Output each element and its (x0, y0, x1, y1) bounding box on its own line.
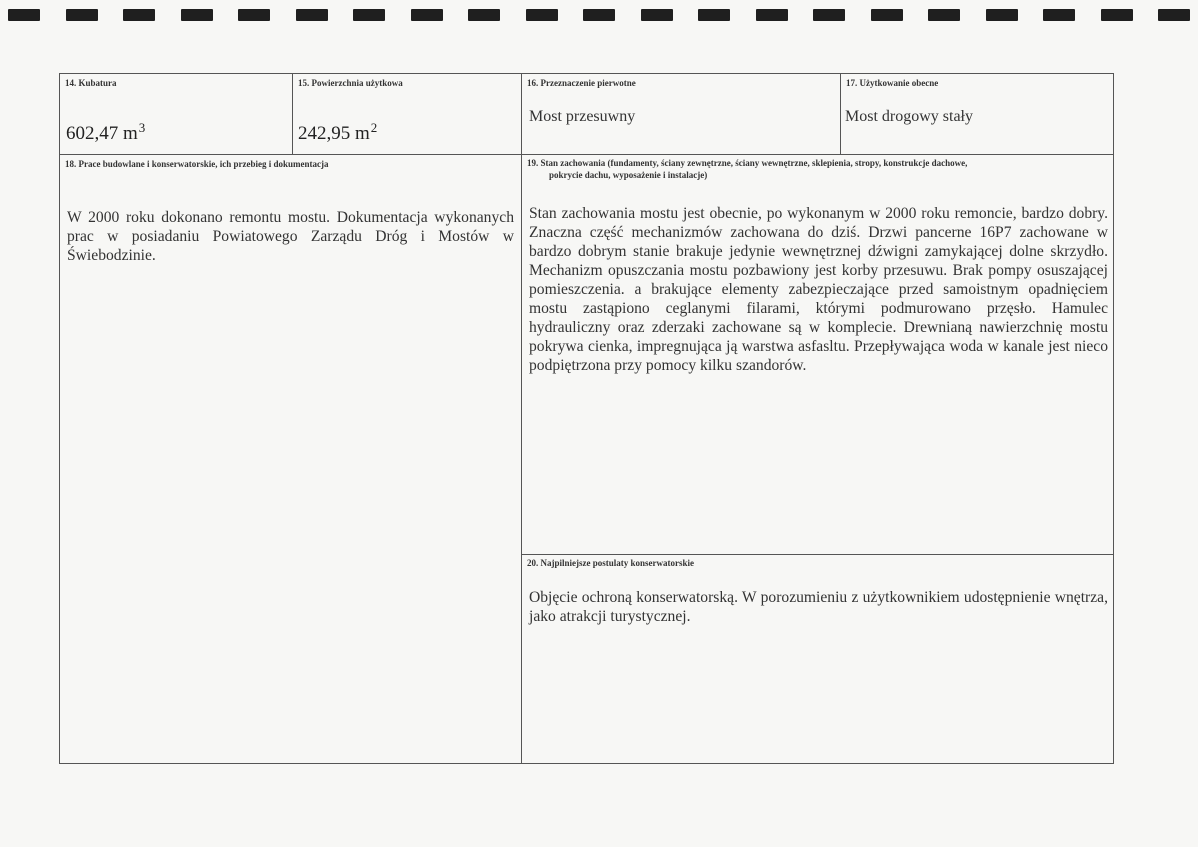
binding-hole (411, 9, 443, 21)
binding-hole (756, 9, 788, 21)
field-label: 20. Najpilniejsze postulaty konserwatorskie (527, 558, 694, 568)
binding-hole (123, 9, 155, 21)
binding-hole (1043, 9, 1075, 21)
binding-hole (353, 9, 385, 21)
binding-hole (526, 9, 558, 21)
binding-hole (813, 9, 845, 21)
binding-hole (181, 9, 213, 21)
field-text: Stan zachowania mostu jest obecnie, po wykonanym w 2000 roku remoncie, bardzo dobry. Znaczna część mechanizmów zachowana do dziś. Drzwi pancerne 16P7 zachowane w bardzo dobrym stanie brakuje jedynie wewnętrznej dźwigni zamykającej dolne skrzydło. Mechanizm opuszczania mostu pozbawiony jest korby przesuwu. Brak pompy osuszającej pomieszczenia. a brakujące elementy zabezpieczające przed samoistnym opadnięciem mostu zastąpiono ceglanymi filarami, którymi podmurowano przęsło. Hamulec hydrauliczny oraz zderzaki zachowane są w komplecie. Drewnianą nawierzchnię mostu pokrywa cienka, impregnująca ją warstwa asfasltu. Przepływająca woda w kanale jest nieco podpiętrzona przy pomocy kilku szandorów. (529, 205, 1108, 374)
binding-hole (296, 9, 328, 21)
field-label: 14. Kubatura (65, 78, 117, 88)
binding-hole (8, 9, 40, 21)
binding-hole (1158, 9, 1190, 21)
field-przeznaczenie (522, 74, 840, 154)
field-kubatura (60, 74, 292, 154)
field-text: Objęcie ochroną konserwatorską. W porozumieniu z użytkownikiem udostępnienie wnętrza, jako atrakcji turystycznej. (529, 589, 1108, 625)
field-label-continued: pokrycie dachu, wyposażenie i instalacje) (549, 170, 708, 180)
binding-hole (1101, 9, 1133, 21)
binding-hole (238, 9, 270, 21)
field-value: Most przesuwny (529, 108, 636, 125)
field-label: 18. Prace budowlane i konserwatorskie, ich przebieg i dokumentacja (65, 159, 329, 169)
field-label: 15. Powierzchnia użytkowa (298, 78, 403, 88)
field-label: 16. Przeznaczenie pierwotne (527, 78, 636, 88)
field-powierzchnia (293, 74, 521, 154)
field-prace (60, 155, 521, 764)
binding-hole (928, 9, 960, 21)
field-label: 17. Użytkowanie obecne (846, 78, 939, 88)
field-value: 242,95 $m^2$ (298, 120, 378, 144)
field-label: 19. Stan zachowania (fundamenty, ściany zewnętrzne, ściany wewnętrzne, sklepienia, stropy, konstrukcje dachowe, (527, 158, 968, 168)
binding-hole (583, 9, 615, 21)
binding-hole (641, 9, 673, 21)
binding-hole (871, 9, 903, 21)
field-postulaty (522, 555, 1114, 764)
binding-hole (986, 9, 1018, 21)
field-text: W 2000 roku dokonano remontu mostu. Dokumentacja wykonanych prac w posiadaniu Powiatowego Zarządu Dróg i Mostów w Świebodzinie. (67, 209, 514, 264)
binding-hole (468, 9, 500, 21)
field-value: 602,47 $m^3$ (66, 120, 146, 144)
binding-hole (66, 9, 98, 21)
field-value: Most drogowy stały (845, 108, 973, 125)
field-uzytkowanie (841, 74, 1114, 154)
binding-hole (698, 9, 730, 21)
binding-holes (0, 9, 1198, 23)
field-stan (522, 155, 1114, 554)
heritage-record-form (59, 73, 1114, 764)
